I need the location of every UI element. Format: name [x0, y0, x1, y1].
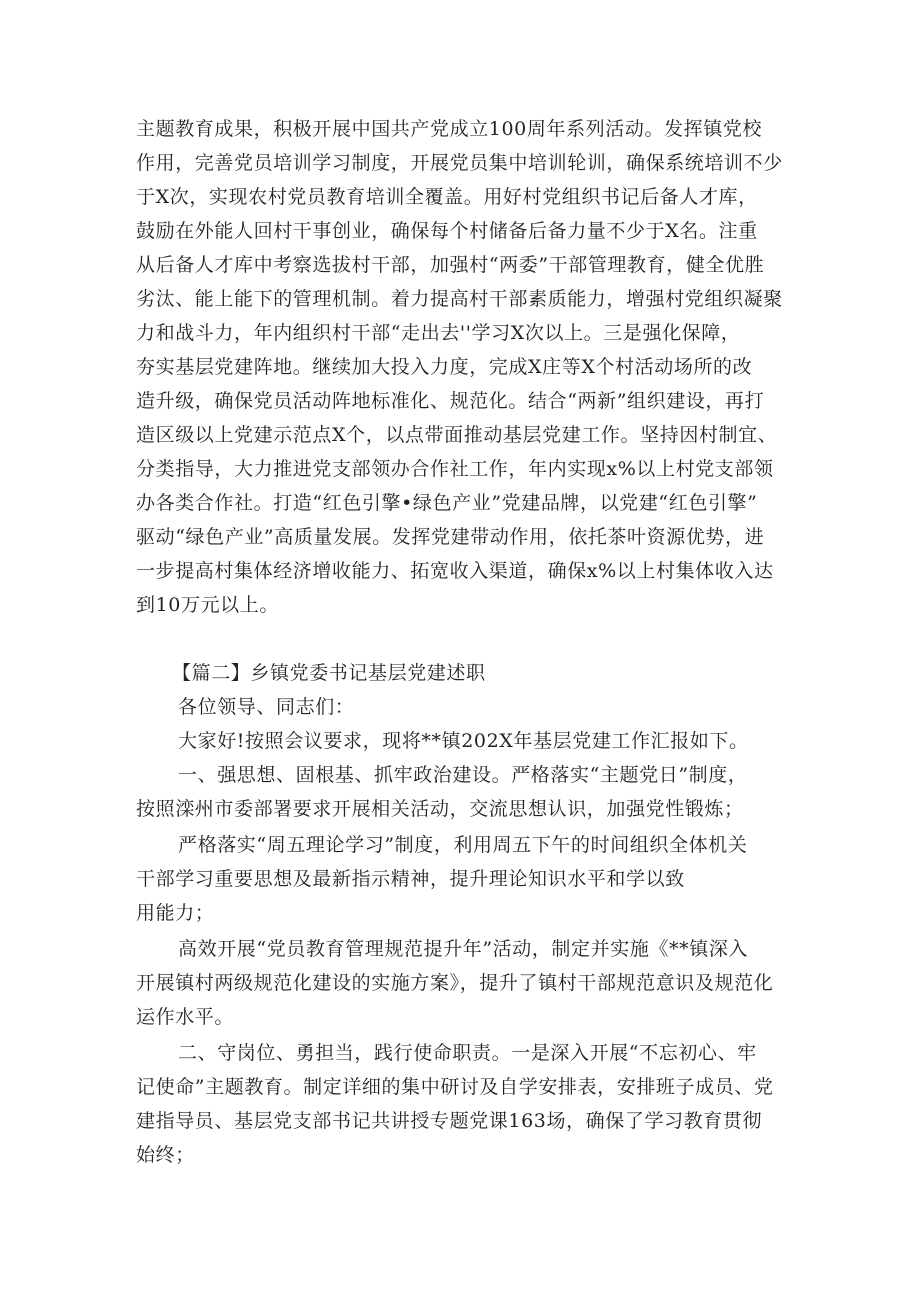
text-line: 办各类合作社。打造“红色引擎•绿色产业”党建品牌，以党建“红色引擎” [136, 492, 758, 514]
text-line: 始终； [136, 1144, 195, 1166]
section-title: 【篇二】乡镇党委书记基层党建述职 [172, 662, 486, 684]
text-line: 记使命”主题教育。制定详细的集中研讨及自学安排表，安排班子成员、党 [136, 1076, 774, 1098]
text-line: 夯实基层党建阵地。继续加大投入力度，完成X庄等X个村活动场所的改 [136, 356, 753, 378]
text-line: 建指导员、基层党支部书记共讲授专题党课163场，确保了学习教育贯彻 [136, 1110, 763, 1132]
text-line: 鼓励在外能人回村干事创业，确保每个村储备后备力量不少于X名。注重 [136, 220, 758, 242]
intro-line: 大家好!按照会议要求，现将**镇202X年基层党建工作汇报如下。 [178, 730, 749, 752]
text-line: 开展镇村两级规范化建设的实施方案》，提升了镇村干部规范意识及规范化 [136, 972, 774, 994]
text-line: 一、强思想、固根基、抓牢政治建设。严格落实“主题党日”制度， [178, 764, 748, 786]
text-line: 作用，完善党员培训学习制度，开展党员集中培训轮训，确保系统培训不少 [136, 152, 783, 174]
text-line: 干部学习重要思想及最新指示精神，提升理论知识水平和学以致 [136, 868, 685, 890]
text-line: 按照滦州市委部署要求开展相关活动，交流思想认识，加强党性锻炼； [136, 798, 744, 820]
text-line: 一步提高村集体经济增收能力、拓宽收入渠道，确保x%以上村集体收入达 [136, 560, 774, 582]
salutation: 各位领导、同志们： [178, 696, 355, 718]
text-line: 从后备人才库中考察选拔村干部，加强村“两委”干部管理教育，健全优胜 [136, 254, 765, 276]
text-line: 造区级以上党建示范点X个，以点带面推动基层党建工作。坚持因村制宜、 [136, 424, 778, 446]
text-line: 用能力； [136, 902, 215, 924]
text-line: 主题教育成果，积极开展中国共产党成立100周年系列活动。发挥镇党校 [136, 118, 763, 140]
text-line: 高效开展“党员教育管理规范提升年”活动，制定并实施《**镇深入 [178, 938, 749, 960]
text-line: 二、守岗位、勇担当，践行使命职责。一是深入开展“不忘初心、牢 [178, 1042, 757, 1064]
text-line: 造升级，确保党员活动阵地标准化、规范化。结合“两新”组织建设，再打 [136, 390, 765, 412]
text-line: 劣汰、能上能下的管理机制。着力提高村干部素质能力，增强村党组织凝聚 [136, 288, 783, 310]
text-line: 严格落实“周五理论学习”制度，利用周五下午的时间组织全体机关 [178, 834, 748, 856]
text-line: 运作水平。 [136, 1006, 235, 1028]
text-line: 于X次，实现农村党员教育培训全覆盖。用好村党组织书记后备人才库， [136, 186, 758, 208]
text-line: 分类指导，大力推进党支部领办合作社工作，年内实现x%以上村党支部领 [136, 458, 774, 480]
text-line: 到10万元以上。 [136, 594, 279, 616]
text-line: 驱动“绿色产业”高质量发展。发挥党建带动作用，依托茶叶资源优势，进 [136, 526, 765, 548]
text-line: 力和战斗力，年内组织村干部“走出去''学习X次以上。三是强化保障， [136, 322, 741, 344]
